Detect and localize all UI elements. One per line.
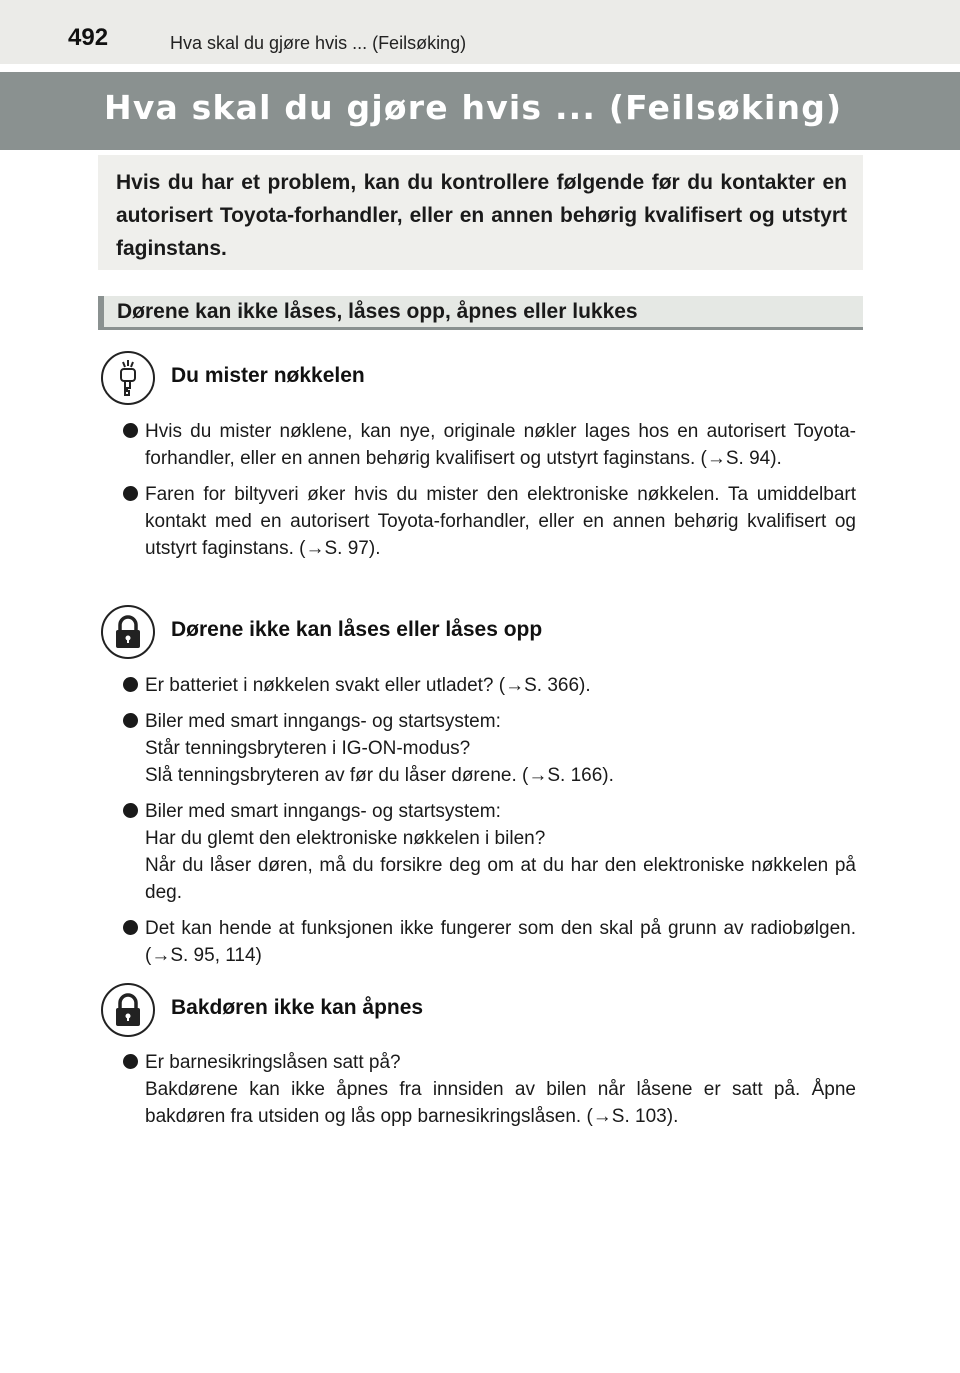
bullet-dot (123, 920, 138, 935)
list-item: Det kan hende at funksjonen ikke fungerer som den skal på grunn av radiobølgen. (→S. 95, 114) (123, 915, 856, 969)
chapter-title-band (0, 72, 960, 150)
page-header (0, 0, 960, 64)
group-title-rear-door: Bakdøren ikke kan åpnes (171, 996, 424, 1019)
key-icon (101, 351, 155, 405)
padlock-icon (101, 983, 155, 1037)
list-item: Faren for biltyveri øker hvis du mister den elektroniske nøkkelen. Ta umiddelbart kontakt med en autorisert Toyota-forhandler, eller en annen behørig kvalifisert og utstyrt faginstans. (→S. 97). (123, 481, 856, 562)
chapter-title: Hva skal du gjøre hvis ... (Feilsøking) (104, 88, 843, 127)
page-number: 492 (68, 24, 109, 51)
bullet-dot (123, 486, 138, 501)
bullet-dot (123, 803, 138, 818)
section-heading (98, 296, 863, 330)
bullet-list-rear-door (123, 1049, 856, 1139)
list-item: Hvis du mister nøklene, kan nye, originale nøkler lages hos en autorisert Toyota-forhandler, eller en annen behørig kvalifisert og utstyrt faginstans. (→S. 94). (123, 418, 856, 472)
list-item: Biler med smart inngangs- og startsystem: Har du glemt den elektroniske nøkkelen i bilen? Når du låser døren, må du forsikre deg om at du har den elektroniske nøkkelen på deg. (123, 798, 856, 906)
padlock-icon (101, 605, 155, 659)
list-item: Er batteriet i nøkkelen svakt eller utladet? (→S. 366). (123, 672, 856, 699)
section-heading-text: Dørene kan ikke låses, låses opp, åpnes eller lukkes (117, 300, 638, 323)
list-item: Er barnesikringslåsen satt på? Bakdørene kan ikke åpnes fra innsiden av bilen når låsene er satt på. Åpne bakdøren fra utsiden og lås opp barnesikringslåsen. (→S. 103). (123, 1049, 856, 1130)
intro-box (98, 155, 863, 270)
group-title-doors-lock: Dørene ikke kan låses eller låses opp (171, 618, 543, 641)
bullet-list-lost-key (123, 418, 856, 571)
group-title-lost-key: Du mister nøkkelen (171, 364, 365, 387)
running-title: Hva skal du gjøre hvis ... (Feilsøking) (170, 33, 467, 53)
list-item: Biler med smart inngangs- og startsystem: Står tenningsbryteren i IG-ON-modus? Slå tenningsbryteren av før du låser dørene. (→S. 166). (123, 708, 856, 789)
bullet-dot (123, 713, 138, 728)
bullet-dot (123, 677, 138, 692)
intro-text: Hvis du har et problem, kan du kontrollere følgende før du kontakter en autorisert Toyota-forhandler, eller en annen behørig kvalifisert og utstyrt faginstans. (116, 171, 847, 260)
bullet-list-doors-lock (123, 672, 856, 978)
bullet-dot (123, 423, 138, 438)
bullet-dot (123, 1054, 138, 1069)
